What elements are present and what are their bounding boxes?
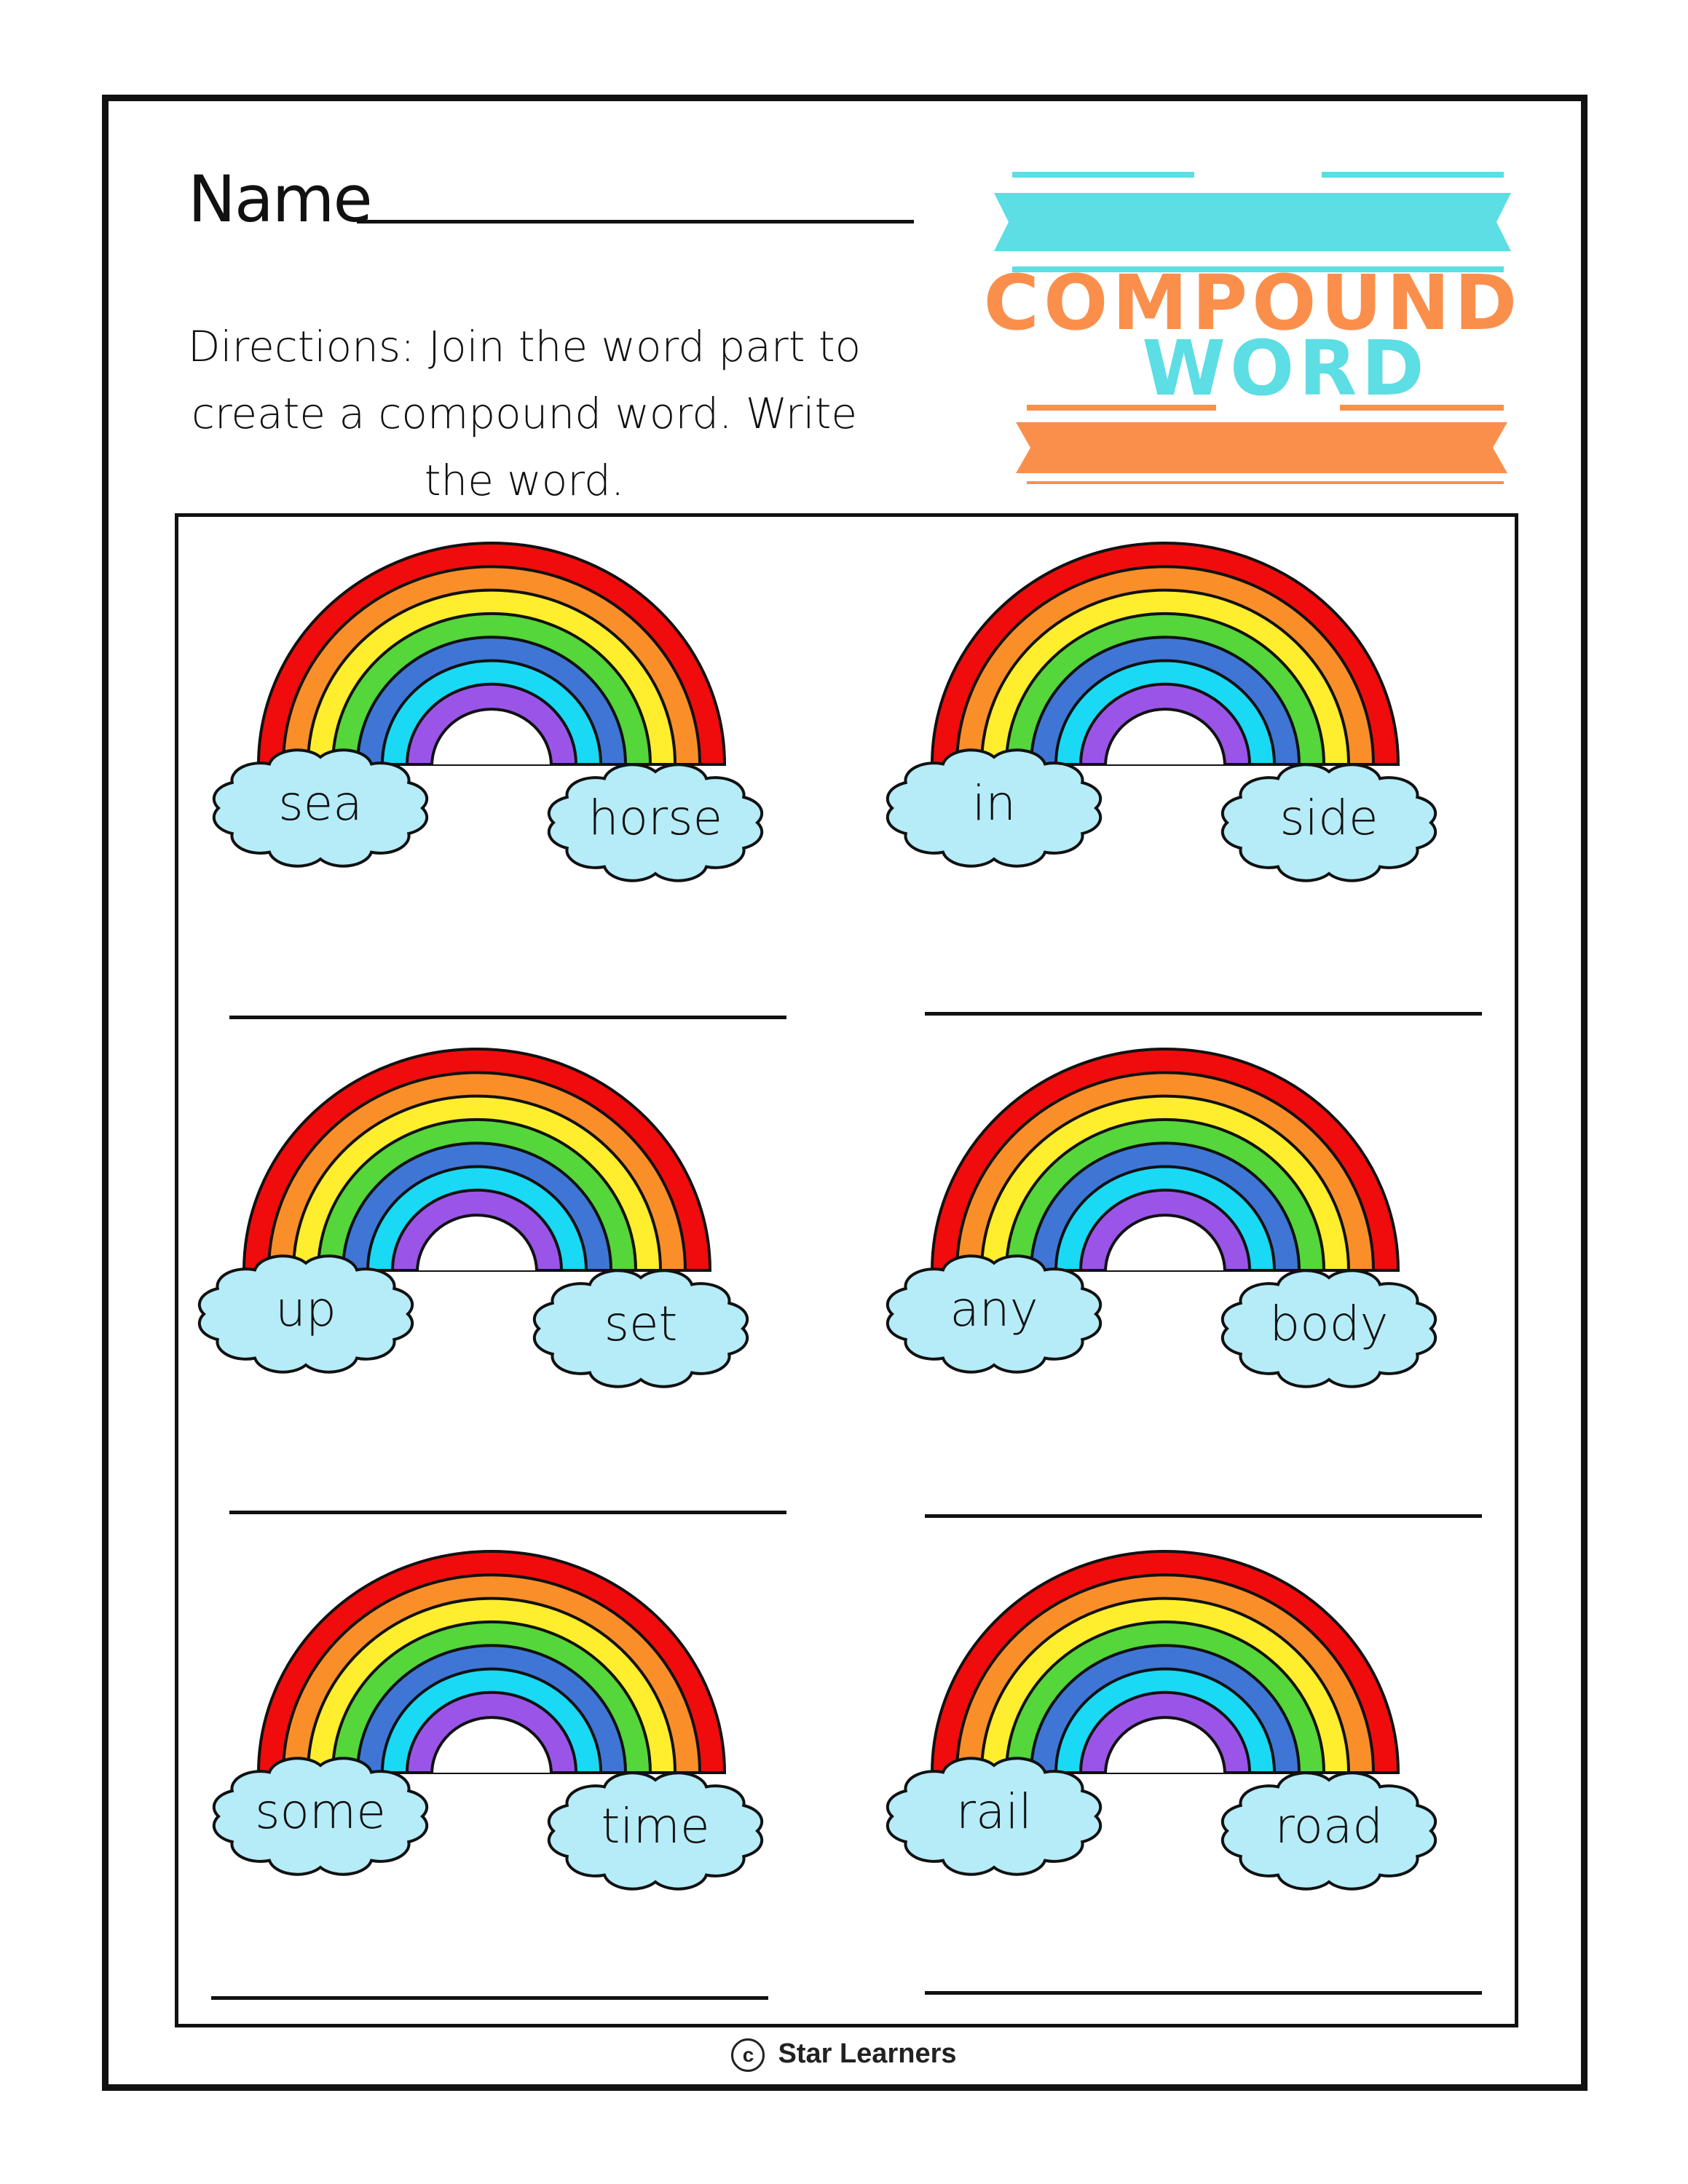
copyright-icon: c	[731, 2038, 765, 2072]
word-part-right: set	[604, 1296, 678, 1352]
word-part-left: sea	[278, 775, 363, 831]
word-part-right: side	[1279, 790, 1379, 846]
answer-line[interactable]	[211, 1996, 768, 2000]
rainbow-icon	[204, 524, 801, 903]
word-part-left: in	[971, 775, 1017, 831]
rainbow-icon	[877, 524, 1475, 903]
word-part-right: horse	[588, 790, 723, 846]
compound-word-logo	[983, 164, 1522, 484]
answer-line[interactable]	[925, 1991, 1482, 1995]
copyright-footer	[0, 2038, 1688, 2072]
rainbow-icon	[204, 1532, 801, 1911]
rainbow-card	[877, 1030, 1475, 1540]
rainbow-card	[204, 1532, 801, 2042]
rainbow-card	[189, 1030, 786, 1540]
word-part-right: road	[1274, 1798, 1384, 1854]
rainbow-icon	[189, 1030, 786, 1409]
answer-line[interactable]	[925, 1012, 1482, 1016]
word-part-left: rail	[955, 1784, 1033, 1840]
name-field-line[interactable]	[357, 220, 914, 223]
top-banner	[994, 193, 1511, 251]
answer-line[interactable]	[229, 1511, 786, 1514]
answer-line[interactable]	[229, 1016, 786, 1019]
answer-line[interactable]	[925, 1514, 1482, 1518]
rainbow-card	[877, 524, 1475, 1034]
logo-word-compound: COMPOUND	[983, 258, 1522, 347]
rainbow-icon	[877, 1532, 1475, 1911]
logo-word-word: WORD	[1142, 324, 1429, 413]
directions-text: Directions: Join the word part to create a compound word. Write the word.	[187, 322, 861, 505]
rainbow-card	[877, 1532, 1475, 2042]
word-part-left: up	[275, 1281, 336, 1337]
word-part-right: time	[601, 1798, 710, 1854]
name-label: Name	[188, 162, 371, 237]
brand-name: Star Learners	[778, 2038, 957, 2070]
rainbow-card	[204, 524, 801, 1034]
bottom-banner	[1016, 422, 1507, 473]
word-part-left: any	[950, 1281, 1038, 1337]
rainbow-icon	[877, 1030, 1475, 1409]
word-part-left: some	[255, 1784, 386, 1840]
word-part-right: body	[1269, 1296, 1389, 1352]
